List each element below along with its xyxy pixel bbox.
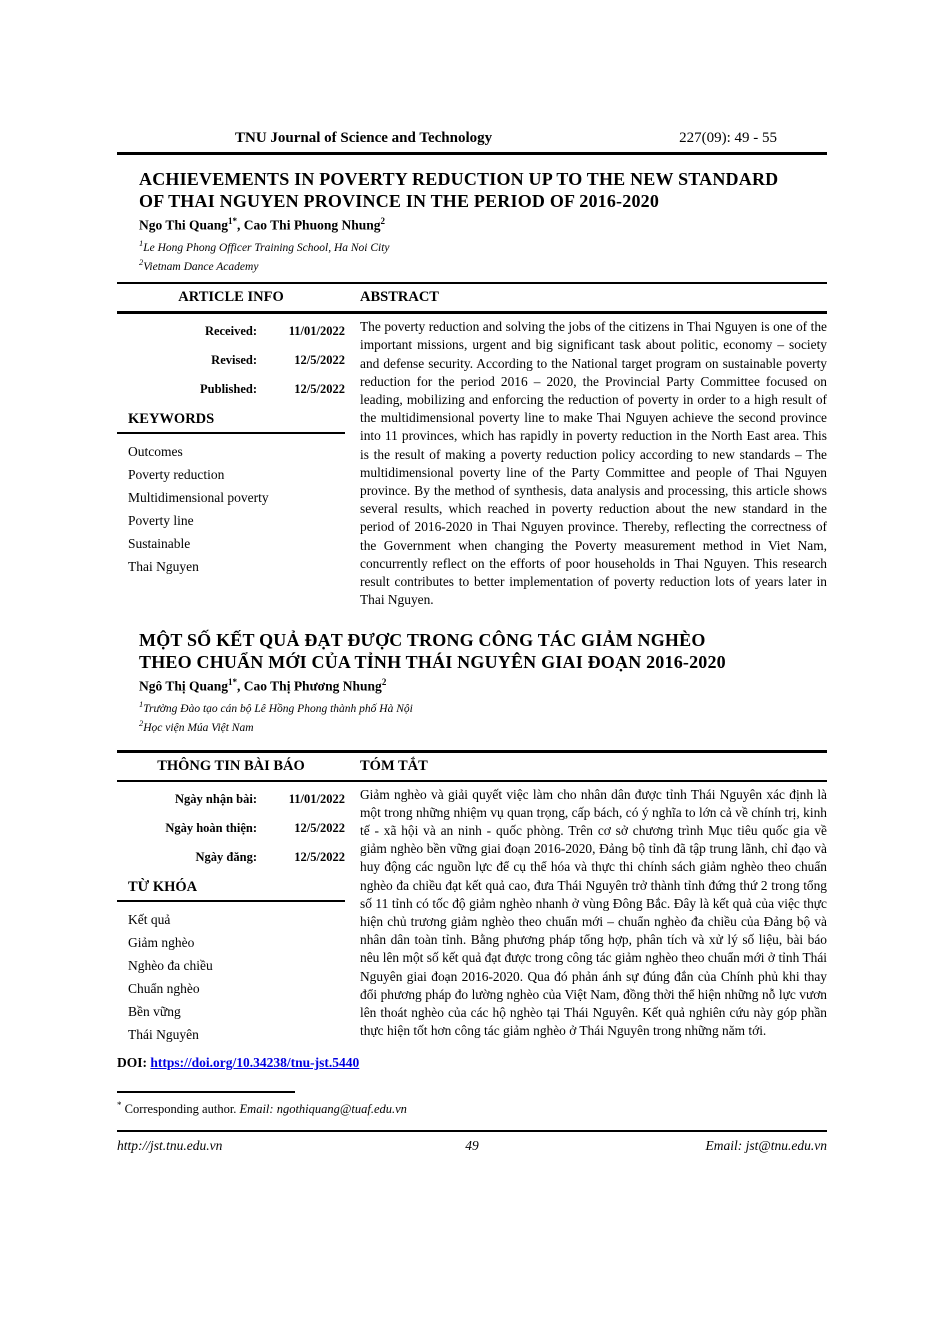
article-title-en-line2: OF THAI NGUYEN PROVINCE IN THE PERIOD OF 2016-2020 <box>139 191 660 211</box>
corresponding-author-footnote <box>117 1100 827 1117</box>
authors-en <box>139 216 827 234</box>
info-label: Published: <box>200 382 257 397</box>
affiliations-en <box>139 236 827 275</box>
keyword-item: Chuẩn nghèo <box>128 980 200 996</box>
article-info-heading-en: ARTICLE INFO <box>178 289 284 306</box>
footnote-marker: * <box>117 1099 122 1110</box>
keywords-heading-rule-en <box>117 411 345 434</box>
info-row-revised-vn <box>117 821 345 836</box>
keywords-heading-en: KEYWORDS <box>128 411 215 428</box>
footnote-text: Corresponding author. <box>124 1101 237 1116</box>
keyword-item: Kết quả <box>128 911 171 927</box>
keywords-heading-rule-vn <box>117 879 345 902</box>
article-title-en-line1: ACHIEVEMENTS IN POVERTY REDUCTION UP TO THE NEW STANDARD <box>139 169 779 189</box>
affiliation-marker: 1 <box>139 698 144 709</box>
footnote-divider <box>117 1091 295 1093</box>
author-affil-marker: 1* <box>228 216 238 226</box>
footer-site-url: http://jst.tnu.edu.vn <box>117 1137 223 1153</box>
affiliation-text: Vietnam Dance Academy <box>143 260 259 273</box>
keyword-item: Thai Nguyen <box>128 559 199 575</box>
issue-info: 227(09): 49 - 55 <box>679 130 777 146</box>
page-content <box>117 130 827 1154</box>
abstract-heading-vn: TÓM TẮT <box>360 757 428 774</box>
affiliation-marker: 2 <box>139 256 144 267</box>
keyword-item: Poverty line <box>128 513 194 529</box>
info-value: 12/5/2022 <box>294 849 345 864</box>
article-info-table-vn <box>117 750 827 1049</box>
journal-name: TNU Journal of Science and Technology <box>235 130 493 146</box>
article-title-en <box>139 168 827 212</box>
article-title-vn <box>139 629 827 673</box>
info-label: Ngày nhận bài: <box>175 791 257 806</box>
affiliation-line <box>139 255 827 274</box>
keyword-item: Multidimensional poverty <box>128 490 269 506</box>
info-row-received-vn <box>117 792 345 807</box>
info-row-published <box>117 382 345 397</box>
keyword-item: Nghèo đa chiều <box>128 957 213 973</box>
author-name: Cao Thi Phuong Nhung <box>243 217 381 233</box>
keywords-heading-vn: TỪ KHÓA <box>128 878 198 895</box>
info-row-revised <box>117 353 345 368</box>
affiliations-vn <box>139 697 827 736</box>
author-name: Ngo Thi Quang <box>139 217 229 233</box>
table-header-en <box>117 282 827 314</box>
abstract-text-en: The poverty reduction and solving the jobs of the citizens in Thai Nguyen is one of the important missions, urgent and big significant task about politic, economy – society and defense security. According to the National target program on sustainable poverty reduction for the period 2016 – 2020, the Provincial Party Committee focused on leading, mobilizing and enforcing the reduction of poverty in order to a high result of the multidimensional poverty line to make Thai Nguyen achieve the second province into 11 provinces, which has rapidly in poverty reduction in the North East area. This is the result of making a poverty reduction policy according to new standards – The multidimensional poverty line of the Party Committee and people of Thai Nguyen province. By the method of synthesis, data analysis and processing, this article shows several results, which reached in poverty reduction about the new standard in the period of 2016-2020 in Thai Nguyen province. Thereby, reflecting the correctness of the Government when changing the Poverty measurement method in Viet Nam, concurrently reflect on the efforts of poor households in Thai Nguyen. This research result contributes to better implementation of poverty reduction lots of years later in Thai Nguyen. <box>360 319 827 608</box>
doi-label: DOI: <box>117 1054 147 1070</box>
doi-row <box>117 1055 827 1071</box>
author-affil-marker: 1* <box>228 677 238 688</box>
author-separator: , <box>237 217 244 233</box>
affiliation-line <box>139 716 827 735</box>
info-label: Revised: <box>211 353 257 368</box>
keyword-item: Poverty reduction <box>128 467 225 483</box>
affiliation-text: Học viện Múa Việt Nam <box>143 722 254 735</box>
keyword-item: Giảm nghèo <box>128 934 195 950</box>
info-value: 12/5/2022 <box>294 353 345 368</box>
page-number: 49 <box>465 1137 479 1153</box>
info-value: 11/01/2022 <box>288 791 345 806</box>
affiliation-line <box>139 697 827 716</box>
abstract-text-vn: Giảm nghèo và giải quyết việc làm cho nhân dân được tỉnh Thái Nguyên xác định là một trong những nhiệm vụ quan trọng, cấp bách, có ý nghĩa to lớn cả về chính trị, kinh tế - xã hội và an ninh - quốc phòng. Trên cơ sở chương trình Mục tiêu quốc gia về giảm nghèo bền vững giai đoạn 2016-2020, Đảng bộ tỉnh đã tập trung lãnh, chỉ đạo và huy động các nguồn lực để cụ thể hóa và thực thi chính sách giảm nghèo theo chuẩn nghèo đa chiều đạt kết quả cao, đưa Thái Nguyên trở thành tỉnh đứng thứ 2 trong tổng số 11 tỉnh có tốc độ giảm nghèo nhanh ở vùng Đông Bắc. Đây là kết quả của việc thực hiện chủ trương giảm nghèo theo chuẩn mới – chuẩn nghèo đa chiều của Đảng bộ và nhân dân toàn tỉnh. Bằng phương pháp tổng hợp, phân tích và xử lý số liệu, bài báo nêu lên một số kết quả đạt được trong công tác giảm nghèo theo chuẩn mới ở tỉnh Thái Nguyên giai đoạn 2016-2020. Qua đó phản ánh sự đúng đắn của Chính phủ khi thay đổi phương pháp đo lường nghèo của Việt Nam, đồng thời thể hiện những nỗ lực vươn lên thoát nghèo của các hộ nghèo tại Thái Nguyên. Kết quả nghiên cứu này góp phần thực hiện tốt hơn công tác giảm nghèo ở Thái Nguyên trong những năm tới. <box>360 786 827 1039</box>
authors-vn <box>139 677 827 695</box>
info-label: Received: <box>204 324 257 339</box>
author-separator: , <box>237 678 244 694</box>
affiliation-marker: 2 <box>139 718 144 729</box>
info-label: Ngày hoàn thiện: <box>165 820 257 835</box>
running-head <box>117 130 827 155</box>
keyword-item: Thái Nguyên <box>128 1026 199 1042</box>
corresponding-author-email: Email: ngothiquang@tuaf.edu.vn <box>239 1101 407 1116</box>
keyword-item: Sustainable <box>128 536 191 552</box>
table-body-vn <box>117 782 827 1049</box>
article-info-column-en <box>117 314 345 609</box>
keywords-list-en <box>117 443 345 575</box>
info-label: Ngày đăng: <box>195 849 257 864</box>
article-info-heading-vn: THÔNG TIN BÀI BÁO <box>157 757 305 774</box>
info-value: 12/5/2022 <box>294 382 345 397</box>
author-name: Cao Thị Phương Nhung <box>243 678 382 694</box>
article-info-table-en <box>117 282 827 609</box>
affiliation-text: Le Hong Phong Officer Training School, Ha Noi City <box>143 241 390 254</box>
affiliation-text: Trường Đào tạo cán bộ Lê Hồng Phong thành phố Hà Nội <box>143 702 413 715</box>
keywords-list-vn <box>117 911 345 1043</box>
affiliation-marker: 1 <box>139 237 144 248</box>
table-body-en <box>117 314 827 609</box>
table-header-vn <box>117 750 827 782</box>
article-title-vn-line1: MỘT SỐ KẾT QUẢ ĐẠT ĐƯỢC TRONG CÔNG TÁC GIẢM NGHÈO <box>139 630 706 651</box>
author-name: Ngô Thị Quang <box>139 678 229 694</box>
abstract-heading-en: ABSTRACT <box>360 289 439 306</box>
doi-link[interactable]: https://doi.org/10.34238/tnu-jst.5440 <box>150 1054 360 1070</box>
author-affil-marker: 2 <box>381 677 387 688</box>
article-info-column-vn <box>117 782 345 1049</box>
keyword-item: Bền vững <box>128 1003 181 1019</box>
info-row-published-vn <box>117 850 345 865</box>
keyword-item: Outcomes <box>128 444 183 460</box>
footer-email: Email: jst@tnu.edu.vn <box>705 1137 828 1153</box>
article-title-vn-line2: THEO CHUẨN MỚI CỦA TỈNH THÁI NGUYÊN GIAI ĐOẠN 2016-2020 <box>139 652 726 673</box>
page-footer <box>117 1130 827 1154</box>
author-affil-marker: 2 <box>380 216 385 226</box>
info-row-received <box>117 324 345 339</box>
info-value: 11/01/2022 <box>288 324 345 339</box>
affiliation-line <box>139 236 827 255</box>
info-value: 12/5/2022 <box>294 820 345 835</box>
